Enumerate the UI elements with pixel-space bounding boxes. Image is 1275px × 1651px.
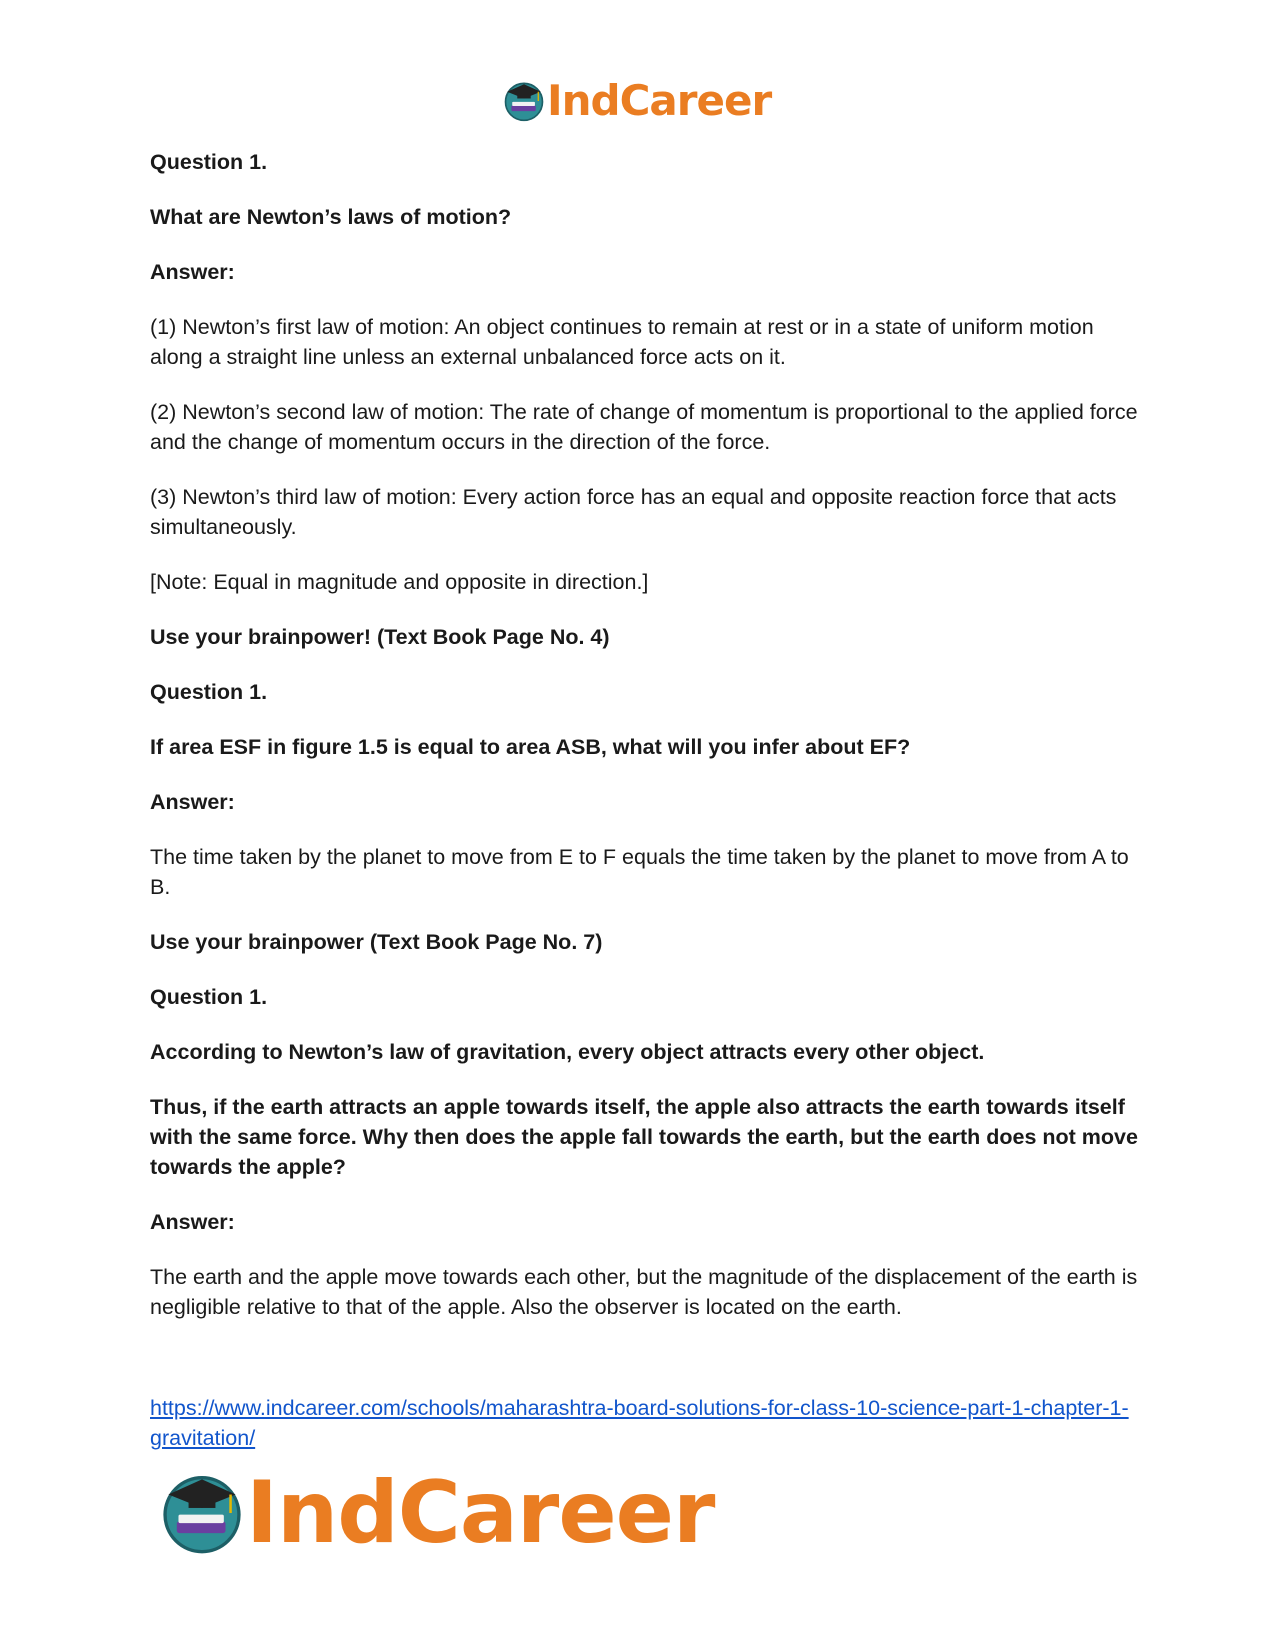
graduation-globe-icon bbox=[160, 1471, 244, 1555]
bold-paragraph: Answer: bbox=[150, 790, 235, 814]
source-link[interactable]: https://www.indcareer.com/schools/maharashtra-board-solutions-for-class-10-science-part-1-chapter-1-gravitation/ bbox=[150, 1396, 1129, 1450]
paragraph: [Note: Equal in magnitude and opposite in direction.] bbox=[150, 570, 649, 594]
bold-paragraph: Question 1. bbox=[150, 680, 268, 704]
bold-paragraph: Thus, if the earth attracts an apple towards itself, the apple also attracts the earth towards itself with the same force. Why then does the apple fall towards the earth, but the earth does not move towards the apple? bbox=[150, 1095, 1138, 1179]
bold-paragraph: According to Newton’s law of gravitation, every object attracts every other object. bbox=[150, 1040, 985, 1064]
bold-paragraph: If area ESF in figure 1.5 is equal to area ASB, what will you infer about EF? bbox=[150, 735, 911, 759]
paragraph: The time taken by the planet to move from E to F equals the time taken by the planet to move from A to B. bbox=[150, 845, 1129, 899]
paragraph: (2) Newton’s second law of motion: The rate of change of momentum is proportional to the applied force and the change of momentum occurs in the direction of the force. bbox=[150, 400, 1138, 454]
header-logo bbox=[503, 76, 772, 125]
paragraph: (3) Newton’s third law of motion: Every action force has an equal and opposite reaction force that acts simultaneously. bbox=[150, 485, 1117, 539]
bold-paragraph: Answer: bbox=[150, 1210, 235, 1234]
bold-paragraph: What are Newton’s laws of motion? bbox=[150, 205, 512, 229]
graduation-globe-icon bbox=[503, 80, 545, 122]
document-body bbox=[150, 147, 1140, 1347]
paragraph: (1) Newton’s first law of motion: An object continues to remain at rest or in a state of uniform motion along a straight line unless an external unbalanced force acts on it. bbox=[150, 315, 1094, 369]
logo-wordmark: IndCareer bbox=[547, 76, 772, 125]
bold-paragraph: Question 1. bbox=[150, 150, 268, 174]
bold-paragraph: Use your brainpower (Text Book Page No. 7) bbox=[150, 930, 603, 954]
footer-logo bbox=[160, 1463, 715, 1563]
bold-paragraph: Question 1. bbox=[150, 985, 268, 1009]
bold-paragraph: Use your brainpower! (Text Book Page No. 4) bbox=[150, 625, 610, 649]
paragraph: The earth and the apple move towards each other, but the magnitude of the displacement of the earth is negligible relative to that of the apple. Also the observer is located on the earth. bbox=[150, 1265, 1138, 1319]
logo-wordmark: IndCareer bbox=[246, 1463, 715, 1563]
bold-paragraph: Answer: bbox=[150, 260, 235, 284]
